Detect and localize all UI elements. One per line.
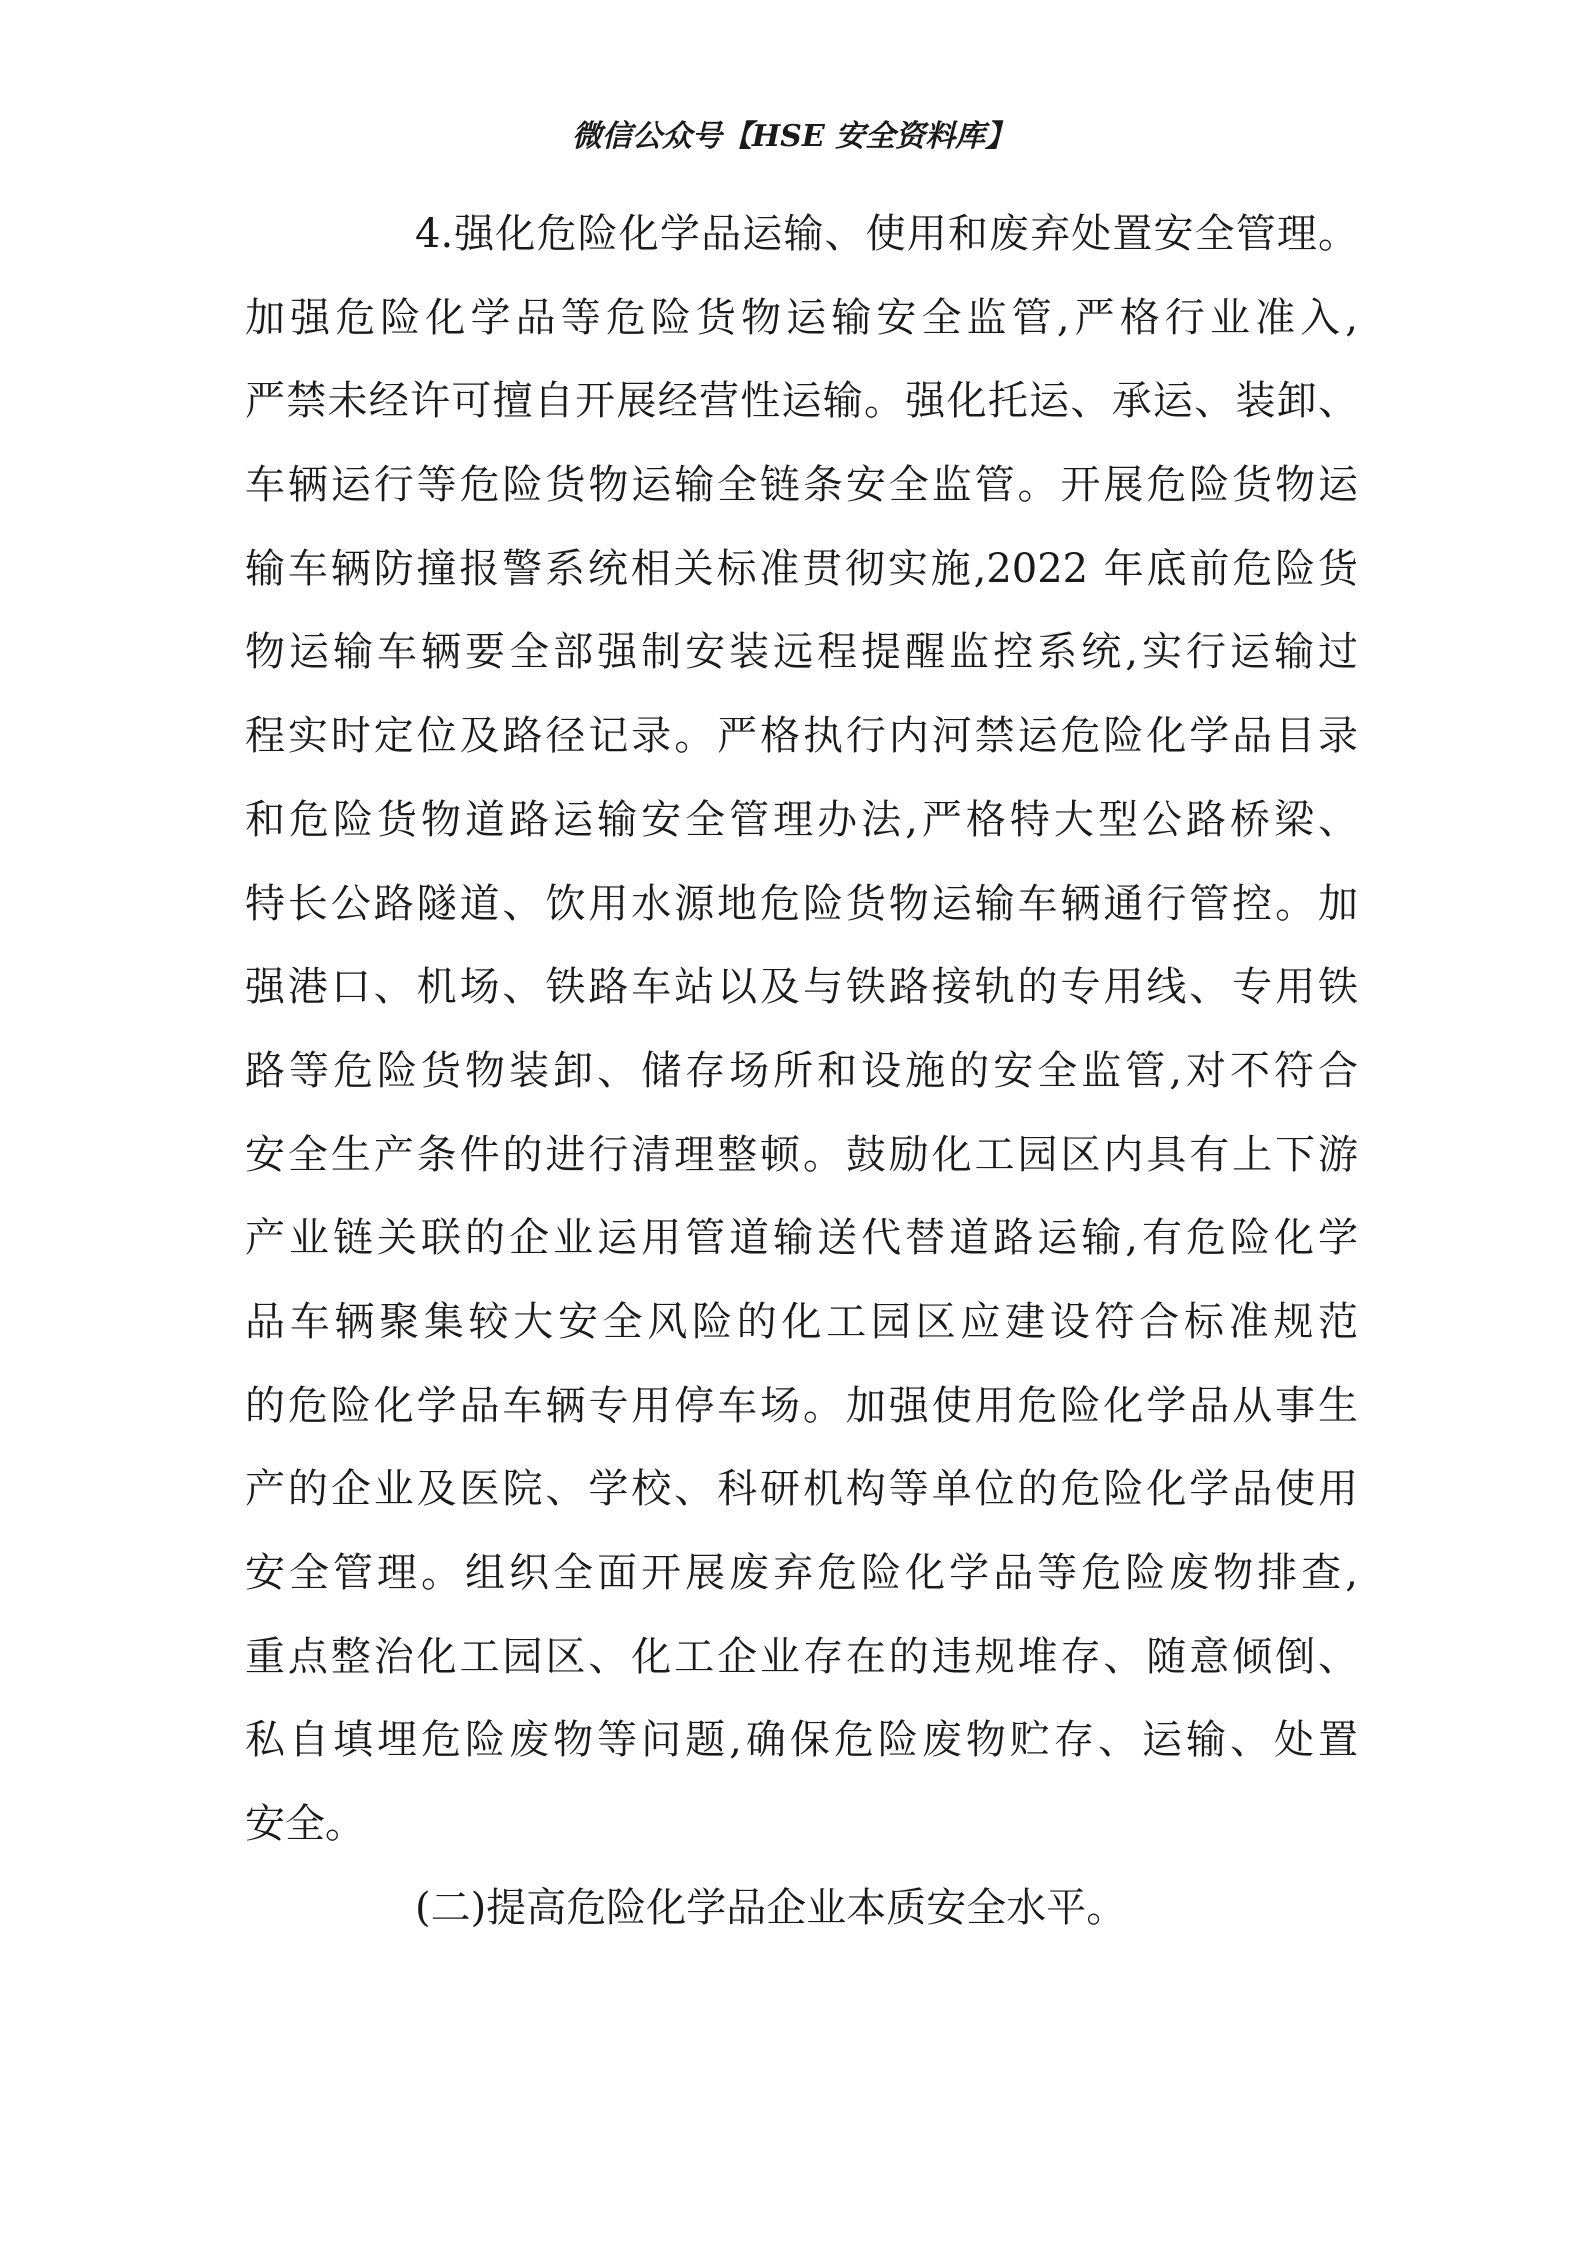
page-header: 微信公众号【HSE 安全资料库】: [571, 119, 1016, 154]
text-line: 程实时定位及路径记录。严格执行内河禁运危险化学品目录: [245, 713, 1358, 760]
section-heading: [245, 1867, 1358, 1951]
text-line: 私自填埋危险废物等问题,确保危险废物贮存、运输、处置: [245, 1717, 1358, 1764]
text-line: 强港口、机场、铁路车站以及与铁路接轨的专用线、专用铁: [245, 964, 1358, 1011]
paragraph: [245, 193, 1358, 1867]
text-line: 严禁未经许可擅自开展经营性运输。强化托运、承运、装卸、: [245, 378, 1358, 425]
text-line: 产业链关联的企业运用管道输送代替道路运输,有危险化学: [245, 1215, 1358, 1262]
document-body: [245, 193, 1358, 1950]
text-line: 安全。: [245, 1801, 365, 1848]
text-line: 安全生产条件的进行清理整顿。鼓励化工园区内具有上下游: [245, 1131, 1358, 1178]
text-line: 和危险货物道路运输安全管理办法,严格特大型公路桥梁、: [245, 796, 1358, 843]
text-line: 输车辆防撞报警系统相关标准贯彻实施,2022 年底前危险货: [245, 545, 1358, 592]
text-line: 车辆运行等危险货物运输全链条安全监管。开展危险货物运: [245, 462, 1358, 509]
text-line: 路等危险货物装卸、储存场所和设施的安全监管,对不符合: [245, 1047, 1358, 1094]
text-line: 特长公路隧道、饮用水源地危险货物运输车辆通行管控。加: [245, 880, 1358, 927]
text-line: 安全管理。组织全面开展废弃危险化学品等危险废物排查,: [245, 1550, 1358, 1596]
text-line: 产的企业及医院、学校、科研机构等单位的危险化学品使用: [245, 1466, 1358, 1513]
text-line: 重点整治化工园区、化工企业存在的违规堆存、随意倾倒、: [245, 1633, 1358, 1680]
text-line: 品车辆聚集较大安全风险的化工园区应建设符合标准规范: [245, 1298, 1358, 1345]
text-line: (二)提高危险化学品企业本质安全水平。: [415, 1884, 1127, 1931]
text-line: 物运输车辆要全部强制安装远程提醒监控系统,实行运输过: [245, 629, 1358, 676]
text-line: 加强危险化学品等危险货物运输安全监管,严格行业准入,: [245, 294, 1358, 341]
text-line: 的危险化学品车辆专用停车场。加强使用危险化学品从事生: [245, 1382, 1358, 1429]
text-line: 4.强化危险化学品运输、使用和废弃处置安全管理。: [415, 211, 1358, 257]
